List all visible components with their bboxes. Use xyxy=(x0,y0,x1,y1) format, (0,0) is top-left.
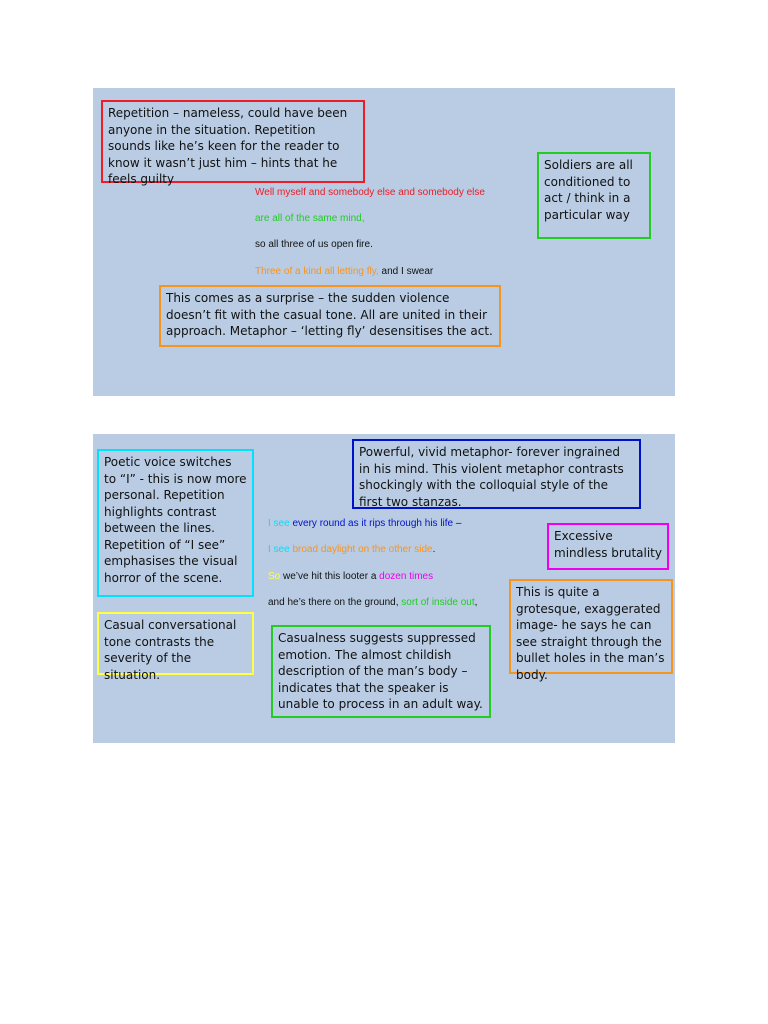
note-powerful-metaphor: Powerful, vivid metaphor- forever ingrained in his mind. This violent metaphor contrasts shockingly with the colloquial style of the first two stanzas. xyxy=(352,439,641,509)
poem-stanza2-line-4-inside-out: sort of inside out xyxy=(401,597,475,608)
poem-stanza2-line-1-dash: – xyxy=(453,518,462,529)
poem-stanza2-line-1-i-see: I see xyxy=(268,518,290,529)
poem-line-4-rest: and I swear xyxy=(378,266,434,277)
poem-stanza2-line-3-so: So xyxy=(268,571,281,582)
poem-stanza2-line-4-start: and he’s there on the ground, xyxy=(268,597,402,608)
poem-line-4-highlight: Three of a kind all letting fly, xyxy=(255,266,379,277)
poem-stanza2-line-1-metaphor: every round as it rips through his life xyxy=(289,518,454,529)
poem-stanza2-line-3-middle: we’ve hit this looter a xyxy=(280,571,380,582)
poem-stanza2-line-3 xyxy=(268,571,433,583)
note-excessive-brutality: Excessive mindless brutality xyxy=(547,523,669,570)
note-surprise: This comes as a surprise – the sudden violence doesn’t fit with the casual tone. All are united in their approach. Metaphor – ‘letting fly’ desensitises the act. xyxy=(159,285,501,347)
poem-stanza2-line-2-i-see: I see xyxy=(268,544,290,555)
note-grotesque-image: This is quite a grotesque, exaggerated image- he says he can see straight through the bullet holes in the man’s body. xyxy=(509,579,673,674)
note-repetition: Repetition – nameless, could have been anyone in the situation. Repetition sounds like he’s keen for the reader to know it wasn’t just him – hints that he feels guilty xyxy=(101,100,365,183)
slide-1 xyxy=(93,88,675,396)
poem-line-3: so all three of us open fire. xyxy=(255,239,373,250)
poem-stanza2-line-2 xyxy=(268,544,435,556)
poem-line-4 xyxy=(255,266,433,278)
poem-stanza2-line-1 xyxy=(268,518,461,530)
poem-stanza2-line-2-period: . xyxy=(432,544,436,555)
note-casual-tone: Casual conversational tone contrasts the severity of the situation. xyxy=(97,612,254,675)
note-casualness-emotion: Casualness suggests suppressed emotion. The almost childish description of the man’s body – indicates that the speaker is unable to process in an adult way. xyxy=(271,625,491,718)
poem-stanza2-line-3-dozen-times: dozen times xyxy=(379,571,434,582)
poem-stanza2-line-4 xyxy=(268,597,477,609)
note-poetic-voice: Poetic voice switches to “I” - this is now more personal. Repetition highlights contrast between the lines. Repetition of “I see” emphasises the visual horror of the scene. xyxy=(97,449,254,597)
poem-stanza2-line-2-image: broad daylight on the other side xyxy=(289,544,433,555)
note-soldiers-conditioned: Soldiers are all conditioned to act / think in a particular way xyxy=(537,152,651,239)
poem-line-2: are all of the same mind, xyxy=(255,213,365,224)
slide-2 xyxy=(93,434,675,743)
poem-line-1: Well myself and somebody else and somebody else xyxy=(255,187,485,198)
poem-stanza2-line-4-comma: , xyxy=(474,597,478,608)
